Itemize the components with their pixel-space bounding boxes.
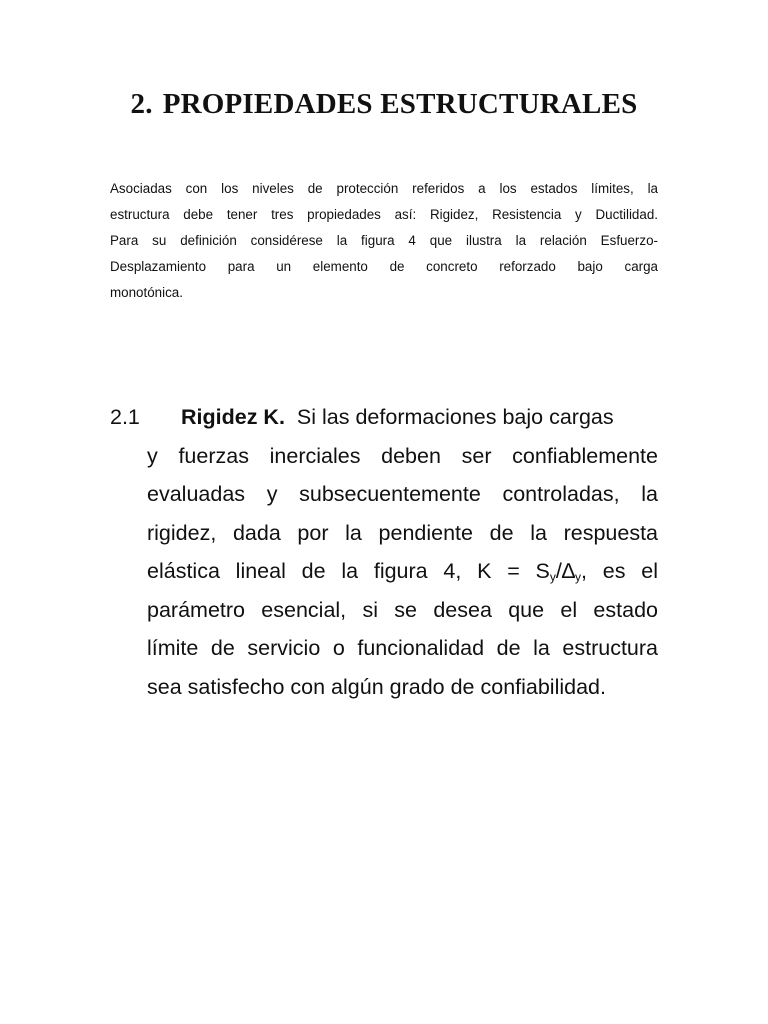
section-rigidez: [110, 398, 658, 706]
title-number: 2.: [130, 88, 153, 120]
section-line: rigidez, dada por la pendiente de la respuesta: [147, 520, 658, 545]
section-heading: Rigidez K.: [181, 405, 285, 429]
section-line: evaluadas y subsecuentemente controladas, la: [147, 482, 658, 506]
section-formula-line: [110, 552, 658, 591]
formula-before: elástica lineal de la figura 4, K = S: [147, 559, 550, 583]
page-title: [0, 84, 768, 124]
formula-sub-y: y: [549, 570, 556, 584]
section-line: sea satisfecho con algún grado de confiabilidad.: [147, 674, 606, 699]
formula-after: , es el: [581, 559, 658, 583]
intro-line: Para su definición considérese la figura 4 que ilustra la relación Esfuerzo-: [110, 233, 658, 248]
formula-mid: /∆: [555, 559, 576, 583]
section-line: y fuerzas inerciales deben ser confiablemente: [147, 443, 658, 468]
formula-sub-y-2: y: [575, 570, 582, 584]
section-line: límite de servicio o funcionalidad de la estructura: [147, 636, 658, 660]
intro-paragraph: [110, 176, 658, 306]
intro-line: estructura debe tener tres propiedades así: Rigidez, Resistencia y Ductilidad.: [110, 207, 658, 222]
title-text: PROPIEDADES ESTRUCTURALES: [162, 88, 638, 120]
intro-line: Desplazamiento para un elemento de concreto reforzado bajo carga: [110, 259, 658, 274]
intro-line: Asociadas con los niveles de protección referidos a los estados límites, la: [110, 181, 658, 196]
intro-line: monotónica.: [110, 285, 183, 300]
section-number: 2.1: [110, 405, 140, 429]
section-first-line-text: Si las deformaciones bajo cargas: [296, 405, 614, 429]
section-heading-line: [110, 398, 658, 437]
section-line: parámetro esencial, si se desea que el estado: [147, 597, 658, 622]
